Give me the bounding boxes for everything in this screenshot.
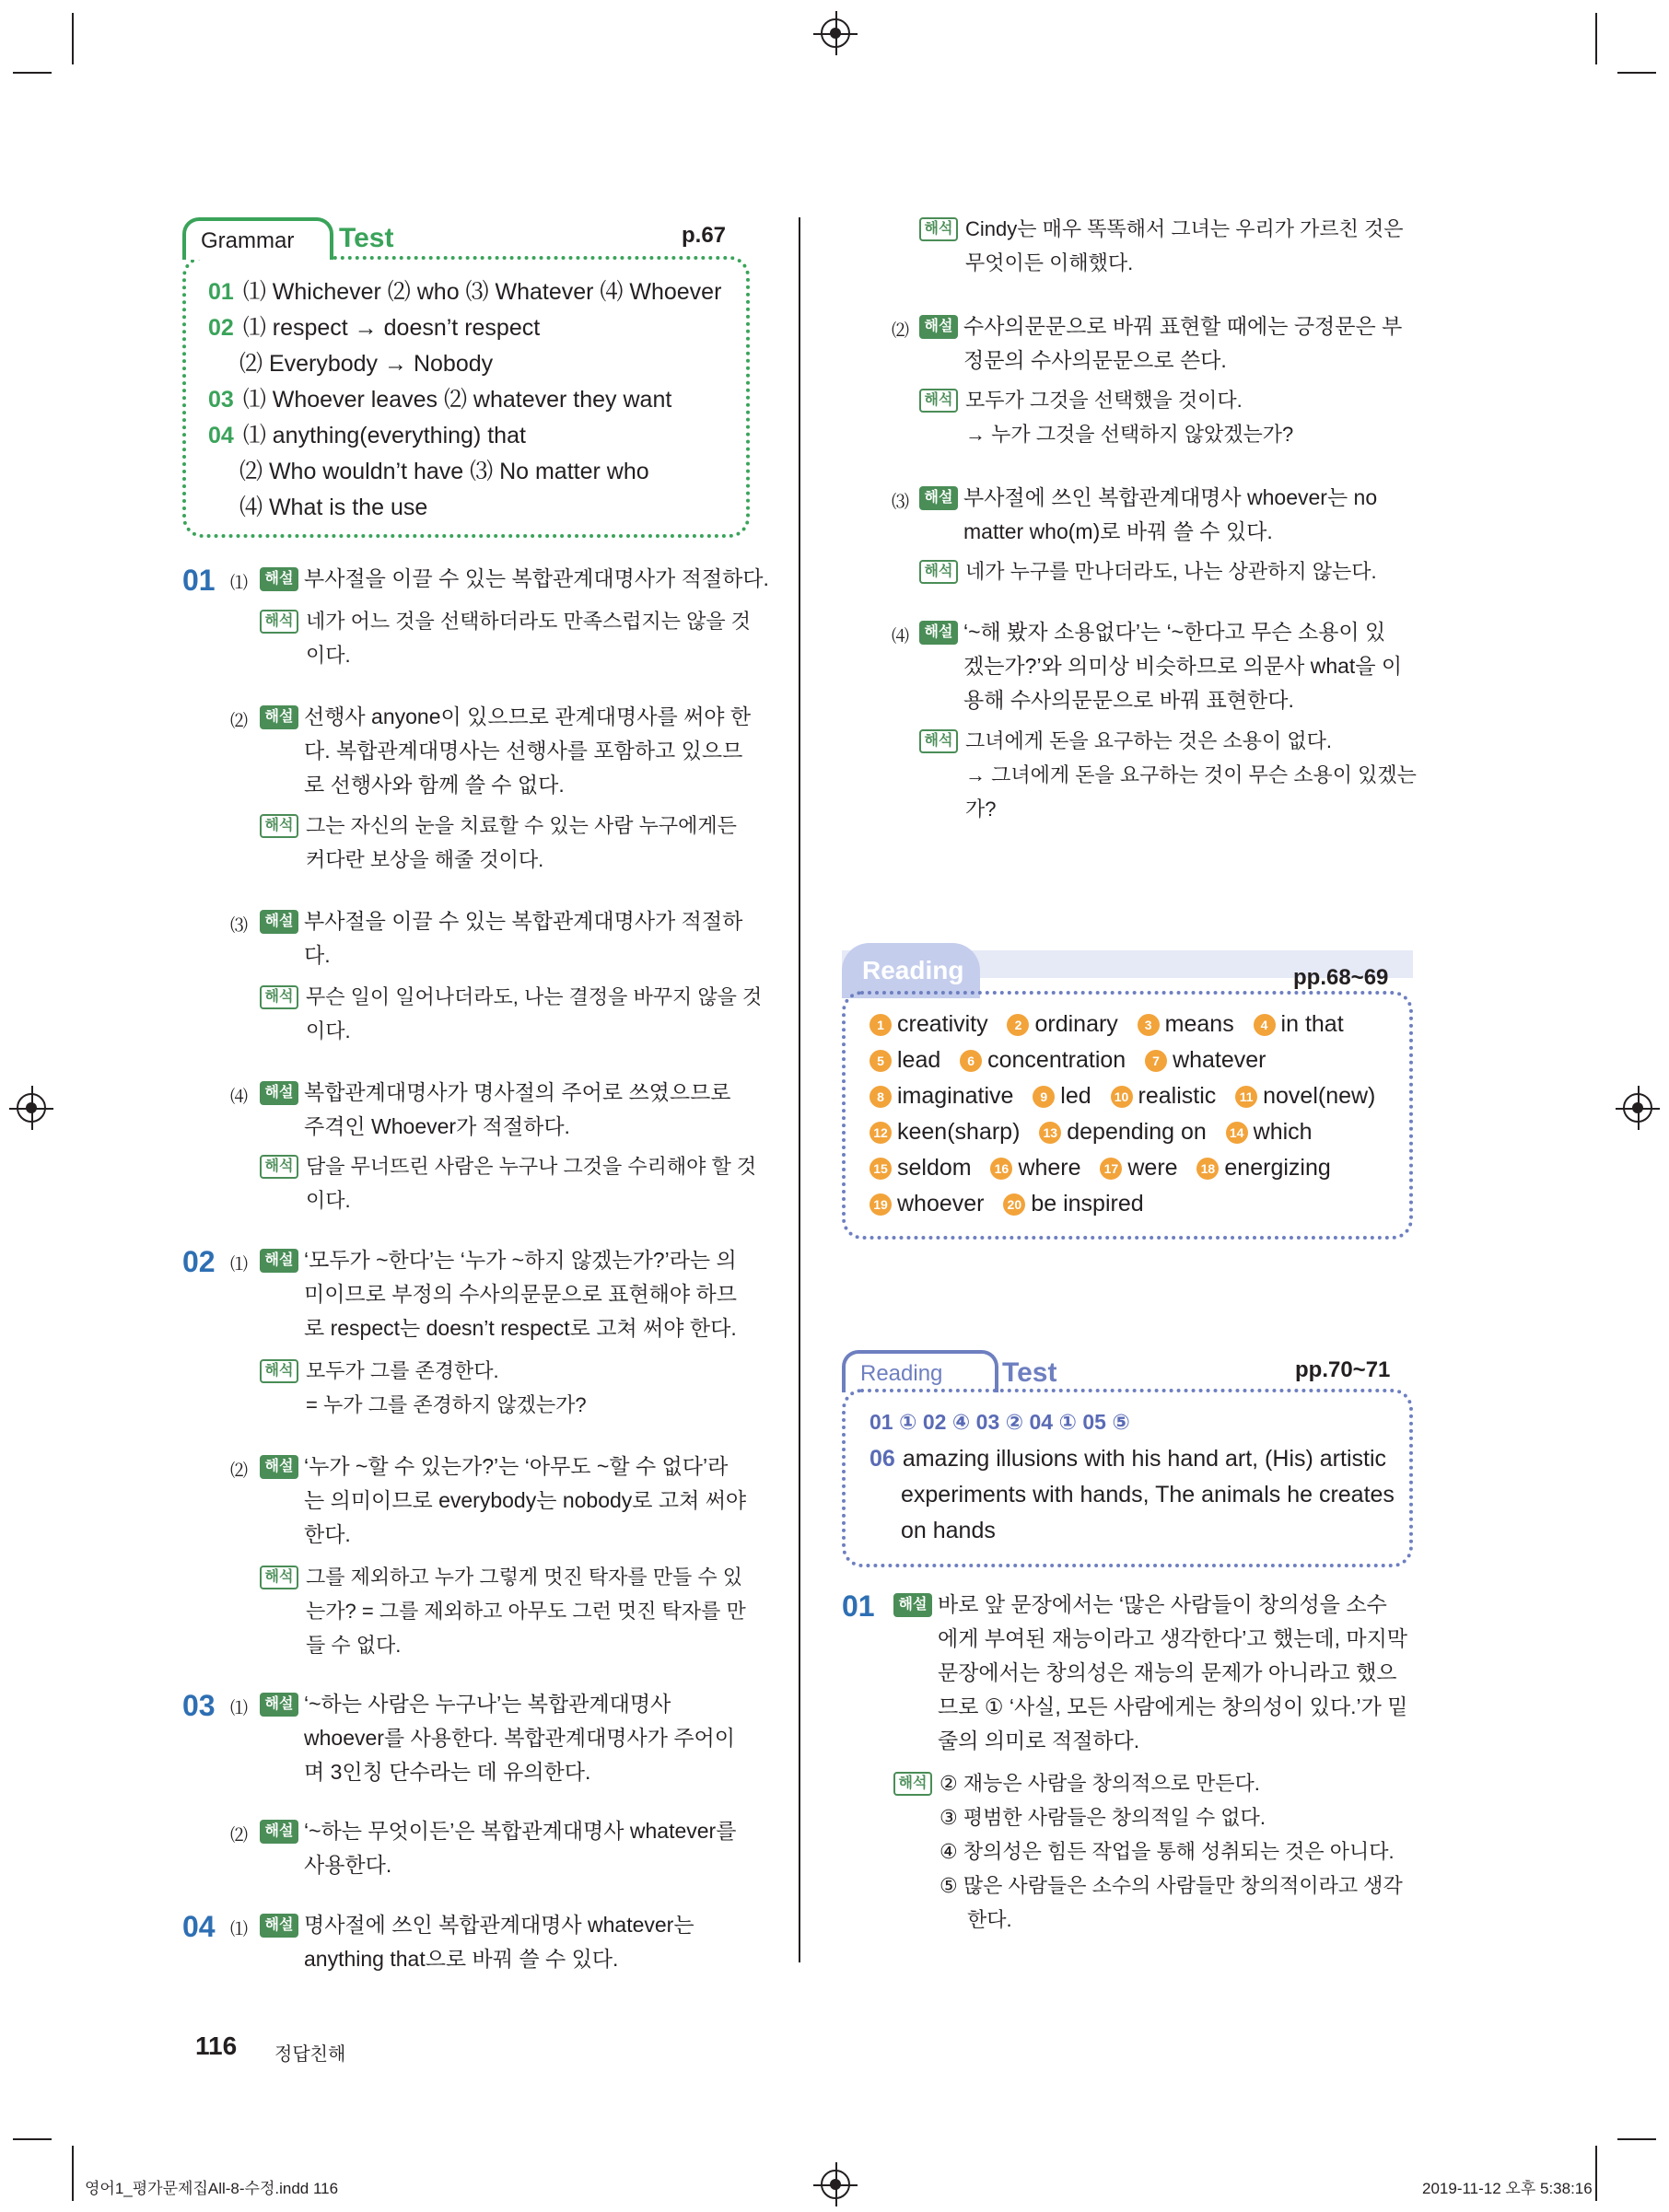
crop-mark [72,2146,74,2201]
crop-mark [1617,2138,1656,2140]
explanation-text: 부사절을 이끌 수 있는 복합관계대명사가 적절하다. [304,566,769,590]
explanation-text: 부사절에 쓰인 복합관계대명사 whoever는 no matter who(m)로 바꿔 쓸 수 있다. [963,485,1378,543]
reading-test-q06-line: experiments with hands, The animals he creates [901,1482,1395,1508]
crop-mark [13,72,52,74]
number-badge: 4 [1254,1014,1276,1036]
sub-number: ⑴ [230,1255,249,1275]
number-badge: 13 [1039,1122,1061,1144]
slug-left: 영어1_평가문제집All-8-수정.indd 116 [85,2180,339,2197]
sub-number: ⑴ [230,1699,249,1718]
translate-badge: 해석 [260,1155,298,1179]
explanation-text: ‘모두가 ~한다’는 ‘누가 ~하지 않겠는가?’라는 의 미이므로 부정의 수사의문문으로 표현해야 하므 로 respect는 doesn’t respect로 고쳐 써야 한다. [304,1248,737,1340]
reading-answer-row: 1 creativity 2 ordinary 3 means 4 in that [870,1011,1344,1038]
translation-text: 그는 자신의 눈을 치료할 수 있는 사람 누구에게든 커다란 보상을 해줄 것이다. [306,814,737,871]
translation-text: Cindy는 매우 똑똑해서 그녀는 우리가 가르친 것은 무엇이든 이해했다. [965,217,1404,274]
number-badge: 3 [1138,1014,1160,1036]
explain-badge: 해설 [260,1081,298,1105]
explanation-text: 바로 앞 문장에서는 ‘많은 사람들이 창의성을 소수 에게 부여된 재능이라고 생각한다’고 했는데, 마지막 문장에서는 창의성은 재능의 문제가 아니라고 했으 므로 ① ‘사실, 모든 사람에게는 창의성이 있다.’가 밑 줄의 의미로 적절하다. [938,1592,1408,1752]
translate-badge: 해석 [260,610,298,634]
reading-page-ref: pp.68~69 [1293,965,1389,990]
crop-mark [1617,72,1656,74]
number-badge: 6 [960,1050,982,1072]
explanation-text: 부사절을 이끌 수 있는 복합관계대명사가 적절하 다. [304,909,743,967]
sub-number: ⑷ [892,627,910,646]
reading-answer-row: 5 lead 6 concentration 7 whatever [870,1047,1266,1074]
translate-badge: 해석 [260,1566,298,1589]
registration-mark-icon [1623,1093,1652,1123]
translation-text: 네가 누구를 만나더라도, 나는 상관하지 않는다. [965,560,1377,583]
translate-badge: 해석 [260,1359,298,1383]
number-badge: 2 [1007,1014,1029,1036]
sub-number: ⑶ [230,916,249,936]
reading-test-label: Test [1002,1357,1057,1388]
sub-number: ⑷ [230,1088,249,1107]
reading-test-q06-line: on hands [901,1518,996,1543]
reading-answer-row: 8 imaginative 9 led 10 realistic 11 novel(new) [870,1083,1375,1110]
explain-badge: 해설 [919,621,958,645]
registration-mark-icon [821,2170,850,2199]
question-number: 03 [182,1689,216,1722]
explain-badge: 해설 [260,1455,298,1479]
reading-test-page-ref: pp.70~71 [1295,1357,1391,1382]
number-badge: 1 [870,1014,892,1036]
question-number: 01 [842,1589,875,1623]
explanation-text: 수사의문문으로 바꿔 표현할 때에는 긍정문은 부 정문의 수사의문문으로 쓴다. [963,314,1403,372]
translate-badge: 해석 [893,1772,932,1796]
slug-right: 2019-11-12 오후 5:38:16 [1422,2180,1593,2197]
sub-number: ⑴ [230,574,249,593]
number-badge: 7 [1145,1050,1167,1072]
explanation-text: 명사절에 쓰인 복합관계대명사 whatever는 anything that으로 바꿔 쓸 수 있다. [304,1913,694,1971]
explanation-text: ‘~해 봤자 소용없다’는 ‘~한다고 무슨 소용이 있 겠는가?’와 의미상 비슷하므로 의문사 what을 이 용해 수사의문문으로 바꿔 표현한다. [963,620,1403,712]
grammar-test-label: Test [339,223,394,253]
sub-number: ⑵ [230,1461,249,1481]
sub-number: ⑵ [892,321,910,341]
sub-number: ⑴ [230,1920,249,1939]
page-section: 정답친해 [274,2044,346,2065]
translate-badge: 해석 [260,985,298,1009]
explanation-text: 복합관계대명사가 명사절의 주어로 쓰였으므로 주격인 Whoever가 적절하다. [304,1080,731,1138]
explain-badge: 해설 [919,315,958,339]
explanation-text: ‘~하는 사람은 누구나’는 복합관계대명사 whoever를 사용한다. 복합관계대명사가 주어이 며 3인칭 단수라는 데 유의한다. [304,1692,735,1784]
answer-line: 03 ⑴ Whoever leaves ⑵ whatever they want [208,387,672,413]
crop-mark [13,2138,52,2140]
reading-tab-label: Reading [862,956,964,984]
number-badge: 17 [1100,1158,1122,1180]
number-badge: 12 [870,1122,892,1144]
translate-badge: 해석 [919,729,958,753]
grammar-test-page-ref: p.67 [682,223,727,248]
translation-text: 담을 무너뜨린 사람은 누구나 그것을 수리해야 할 것 이다. [306,1155,757,1212]
question-number: 01 [182,564,216,597]
number-badge: 5 [870,1050,892,1072]
translation-text: 무슨 일이 일어나더라도, 나는 결정을 바꾸지 않을 것 이다. [306,985,763,1042]
translation-text: 네가 어느 것을 선택하더라도 만족스럽지는 않을 것 이다. [306,610,751,667]
number-badge: 10 [1111,1086,1133,1108]
answer-line: ⑷ What is the use [239,495,428,520]
reading-answer-row: 15 seldom 16 where 17 were 18 energizing [870,1155,1331,1182]
page-number: 116 [195,2032,238,2060]
number-badge: 18 [1196,1158,1219,1180]
explain-badge: 해설 [260,705,298,729]
number-badge: 14 [1226,1122,1248,1144]
number-badge: 11 [1235,1086,1257,1108]
options-text: ② 재능은 사람을 창의적으로 만든다. ③ 평범한 사람들은 창의적일 수 없다. ④ 창의성은 힘든 작업을 통해 성취되는 것은 아니다. ⑤ 많은 사람들은 소수의 사람들만 창의적이라고 생각 한다. [940,1772,1403,1931]
number-badge: 8 [870,1086,892,1108]
crop-mark [72,13,74,64]
sub-number: ⑵ [230,1826,249,1845]
registration-mark-icon [821,18,850,48]
explain-badge: 해설 [260,910,298,934]
number-badge: 20 [1003,1193,1025,1216]
crop-mark [1595,2146,1597,2201]
number-badge: 19 [870,1193,892,1216]
translation-text: 그를 제외하고 누가 그렇게 멋진 탁자를 만들 수 있 는가? = 그를 제외하고 아무도 그런 멋진 탁자를 만 들 수 없다. [306,1566,746,1657]
sub-number: ⑵ [230,712,249,731]
translate-badge: 해석 [919,560,958,584]
reading-answer-row: 12 keen(sharp) 13 depending on 14 which [870,1119,1313,1146]
explanation-text: ‘누가 ~할 수 있는가?’는 ‘아무도 ~할 수 없다’라 는 의미이므로 everybody는 nobody로 고쳐 써야 한다. [304,1454,747,1546]
translate-badge: 해석 [260,814,298,838]
translation-text: 모두가 그를 존경한다. = 누가 그를 존경하지 않겠는가? [306,1359,587,1416]
translation-text: 모두가 그것을 선택했을 것이다. → 누가 그것을 선택하지 않았겠는가? [965,389,1294,446]
crop-mark [1595,13,1597,64]
sub-number: ⑶ [892,493,910,512]
answer-line: ⑵ Who wouldn’t have ⑶ No matter who [239,459,649,484]
translate-badge: 해석 [919,389,958,413]
reading-test-q06: 06 amazing illusions with his hand art, (His) artistic [870,1446,1386,1472]
registration-mark-icon [17,1093,46,1123]
reading-tab [842,943,980,998]
reading-test-tab-word: Reading [860,1361,943,1386]
explanation-text: 선행사 anyone이 있으므로 관계대명사를 써야 한 다. 복합관계대명사는 선행사를 포함하고 있으므 로 선행사와 함께 쓸 수 없다. [304,704,752,797]
explain-badge: 해설 [260,567,298,591]
explain-badge: 해설 [919,486,958,510]
explain-badge: 해설 [893,1593,932,1617]
answer-line: 01 ⑴ Whichever ⑵ who ⑶ Whatever ⑷ Whoever [208,279,722,305]
translation-text: 그녀에게 돈을 요구하는 것은 소용이 없다. → 그녀에게 돈을 요구하는 것이 무슨 소용이 있겠는 가? [965,729,1417,821]
number-badge: 15 [870,1158,892,1180]
explain-badge: 해설 [260,1249,298,1273]
explain-badge: 해설 [260,1914,298,1938]
reading-answer-row: 19 whoever 20 be inspired [870,1191,1144,1217]
answer-line: 02 ⑴ respect → doesn’t respect [208,315,541,341]
column-divider [799,217,800,1962]
explain-badge: 해설 [260,1820,298,1844]
grammar-tab-word: Grammar [201,228,295,253]
explain-badge: 해설 [260,1693,298,1717]
answer-line: ⑵ Everybody → Nobody [239,351,494,377]
number-badge: 9 [1033,1086,1055,1108]
grammar-tab [182,217,333,260]
translate-badge: 해석 [919,217,958,241]
question-number: 02 [182,1245,216,1278]
reading-test-tab [842,1350,998,1392]
number-badge: 16 [990,1158,1012,1180]
explanation-text: ‘~하는 무엇이든’은 복합관계대명사 whatever를 사용한다. [304,1819,737,1877]
question-number: 04 [182,1910,216,1943]
reading-test-answers: 01 ① 02 ④ 03 ② 04 ① 05 ⑤ [870,1410,1130,1434]
answer-line: 04 ⑴ anything(everything) that [208,423,526,448]
